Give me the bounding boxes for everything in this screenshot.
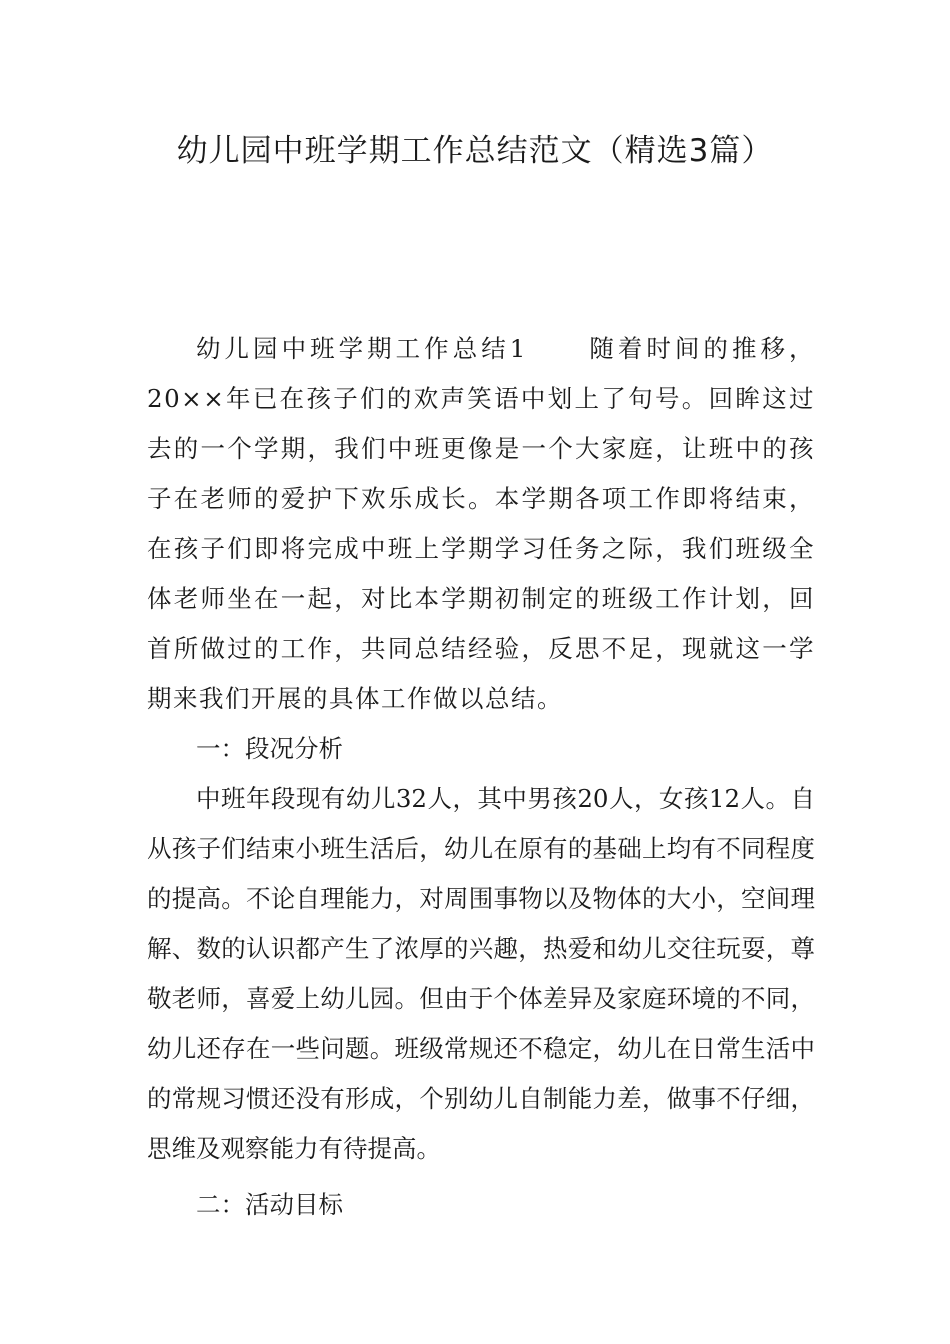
intro-heading: 幼儿园中班学期工作总结1	[196, 334, 527, 363]
section-heading-1: 一：段况分析	[196, 734, 343, 763]
section-heading-2: 二：活动目标	[196, 1190, 343, 1219]
intro-paragraph	[147, 324, 815, 724]
document-title: 幼儿园中班学期工作总结范文（精选3篇）	[176, 133, 774, 169]
document-body	[147, 324, 815, 1230]
paragraph-text: 随着时间的推移，20××年已在孩子们的欢声笑语中划上了句号。回眸这过去的一个学期，我们中班更像是一个大家庭，让班中的孩子在老师的爱护下欢乐成长。本学期各项工作即将结束，在孩子们即将完成中班上学期学习任务之际，我们班级全体老师坐在一起，对比本学期初制定的班级工作计划，回首所做过的工作，共同总结经验，反思不足，现就这一学期来我们开展的具体工作做以总结。	[147, 334, 815, 713]
body-paragraph: 中班年段现有幼儿32人，其中男孩20人，女孩12人。自从孩子们结束小班生活后，幼儿在原有的基础上均有不同程度的提高。不论自理能力，对周围事物以及物体的大小，空间理解、数的认识都产生了浓厚的兴趣，热爱和幼儿交往玩耍，尊敬老师，喜爱上幼儿园。但由于个体差异及家庭环境的不同，幼儿还存在一些问题。班级常规还不稳定，幼儿在日常生活中的常规习惯还没有形成，个别幼儿自制能力差，做事不仔细，思维及观察能力有待提高。	[147, 784, 815, 1163]
